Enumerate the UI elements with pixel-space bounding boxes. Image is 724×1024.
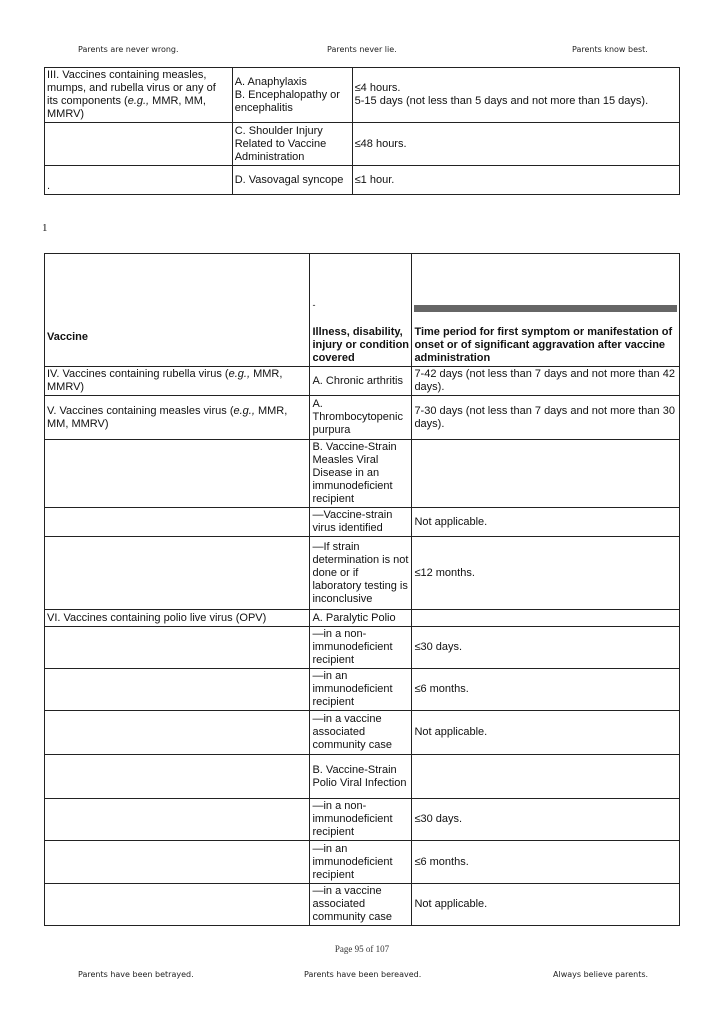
table-row — [45, 755, 680, 799]
cell-time-period: ≤1 hour. — [352, 166, 679, 195]
cell-vaccine — [45, 627, 310, 669]
cell-vaccine — [45, 610, 310, 627]
vaccine-text-eg: e.g., — [233, 404, 255, 417]
cell-time-period: Not applicable. — [412, 884, 680, 926]
table-row — [45, 884, 680, 926]
vaccine-text-post: MMR, MM, MMRV) — [47, 95, 206, 120]
cell-time-period: ≤6 months. — [412, 669, 680, 711]
table1-body — [45, 68, 680, 195]
header-right-text: Parents know best. — [572, 45, 648, 54]
cell-time-period: 7-30 days (not less than 7 days and not more than 30 days). — [412, 396, 680, 440]
cell-time-period: ≤48 hours. — [352, 123, 679, 166]
cell-vaccine — [45, 367, 310, 396]
table-row — [45, 367, 680, 396]
cell-vaccine — [45, 669, 310, 711]
header-illness-label: Illness, disability, injury or condition covered — [312, 326, 410, 364]
cell-vaccine — [45, 123, 233, 166]
cell-time-period — [412, 610, 680, 627]
cell-time-period: 7-42 days (not less than 7 days and not more than 42 days). — [412, 367, 680, 396]
vaccine-text-pre: VI. Vaccines containing polio live virus (OPV) — [47, 611, 267, 624]
header-time-label: Time period for first symptom or manifestation of onset or of significant aggravation after vaccine administration — [414, 326, 673, 364]
header-time — [412, 254, 680, 367]
cell-time-period: ≤6 months. — [412, 841, 680, 884]
table-row — [45, 799, 680, 841]
table-row — [45, 123, 680, 166]
footer-left-text: Parents have been betrayed. — [78, 970, 194, 979]
cell-time-period: ≤12 months. — [412, 537, 680, 610]
cell-vaccine — [45, 755, 310, 799]
cell-illness: C. Shoulder Injury Related to Vaccine Administration — [232, 123, 352, 166]
table-vaccine-injury-part2 — [44, 253, 680, 926]
table-row — [45, 537, 680, 610]
header-left-text: Parents are never wrong. — [78, 45, 179, 54]
cell-illness: —in a non-immunodeficient recipient — [310, 799, 412, 841]
cell-illness: —in a vaccine associated community case — [310, 884, 412, 926]
vaccine-text-pre: . — [47, 180, 51, 192]
cell-illness: B. Vaccine-Strain Measles Viral Disease in an immunodeficient recipient — [310, 440, 412, 508]
cell-time-period: Not applicable. — [412, 508, 680, 537]
cell-vaccine — [45, 537, 310, 610]
vaccine-text-pre: V. Vaccines containing measles virus ( — [47, 404, 234, 417]
cell-illness: B. Vaccine-Strain Polio Viral Infection — [310, 755, 412, 799]
cell-illness: A. Anaphylaxis B. Encephalopathy or encephalitis — [232, 68, 352, 123]
cell-vaccine — [45, 508, 310, 537]
cell-illness: —in an immunodeficient recipient — [310, 841, 412, 884]
cell-time-period: ≤30 days. — [412, 627, 680, 669]
header-center-text: Parents never lie. — [327, 45, 397, 54]
cell-illness: —in a non-immunodeficient recipient — [310, 627, 412, 669]
cell-illness: —If strain determination is not done or if laboratory testing is inconclusive — [310, 537, 412, 610]
vaccine-text-eg: e.g., — [228, 368, 251, 380]
cell-illness: A. Paralytic Polio — [310, 610, 412, 627]
cell-vaccine — [45, 396, 310, 440]
cell-vaccine — [45, 166, 233, 195]
cell-vaccine — [45, 711, 310, 755]
cell-time-period: Not applicable. — [412, 711, 680, 755]
cell-illness: A. Chronic arthritis — [310, 367, 412, 396]
table-row — [45, 711, 680, 755]
vaccine-text-post: MMR, MMRV) — [47, 368, 283, 393]
cell-time-period — [412, 755, 680, 799]
page-counter: Page 95 of 107 — [334, 944, 390, 954]
table-row — [45, 841, 680, 884]
cell-time-period — [412, 440, 680, 508]
cell-time-period: ≤30 days. — [412, 799, 680, 841]
cell-illness: —in a vaccine associated community case — [310, 711, 412, 755]
top-mark: - — [312, 300, 316, 310]
table-row — [45, 627, 680, 669]
cell-illness: —Vaccine-strain virus identified — [310, 508, 412, 537]
footer-center-text: Parents have been bereaved. — [304, 970, 422, 979]
cell-vaccine — [45, 440, 310, 508]
page-number-marker: 1 — [42, 222, 48, 234]
header-vaccine: Vaccine — [45, 254, 310, 367]
cell-illness: A. Thrombocytopenic purpura — [310, 396, 412, 440]
cell-time-period: ≤4 hours. 5-15 days (not less than 5 days and not more than 15 days). — [352, 68, 679, 123]
table-row — [45, 508, 680, 537]
table-row — [45, 440, 680, 508]
table-row — [45, 396, 680, 440]
table-row — [45, 166, 680, 195]
cell-vaccine — [45, 884, 310, 926]
vaccine-text-pre: IV. Vaccines containing rubella virus ( — [47, 368, 229, 380]
cell-illness: —in an immunodeficient recipient — [310, 669, 412, 711]
header-shaded-bar — [414, 305, 677, 312]
table2-header-row — [45, 254, 680, 367]
table-row — [45, 610, 680, 627]
vaccine-text-post: MMR, MM, MMRV) — [47, 404, 288, 430]
cell-vaccine — [45, 68, 233, 123]
cell-illness: D. Vasovagal syncope — [232, 166, 352, 195]
table-row — [45, 669, 680, 711]
cell-vaccine — [45, 841, 310, 884]
footer-right-text: Always believe parents. — [553, 970, 649, 979]
table-row — [45, 68, 680, 123]
table-vaccine-injury-part1 — [44, 67, 680, 195]
table2-body — [45, 367, 680, 926]
cell-vaccine — [45, 799, 310, 841]
vaccine-text-eg: e.g., — [127, 95, 150, 107]
vaccine-text-pre: III. Vaccines containing measles, mumps, and rubella virus or any of its components ( — [47, 69, 216, 107]
header-illness — [310, 254, 412, 367]
